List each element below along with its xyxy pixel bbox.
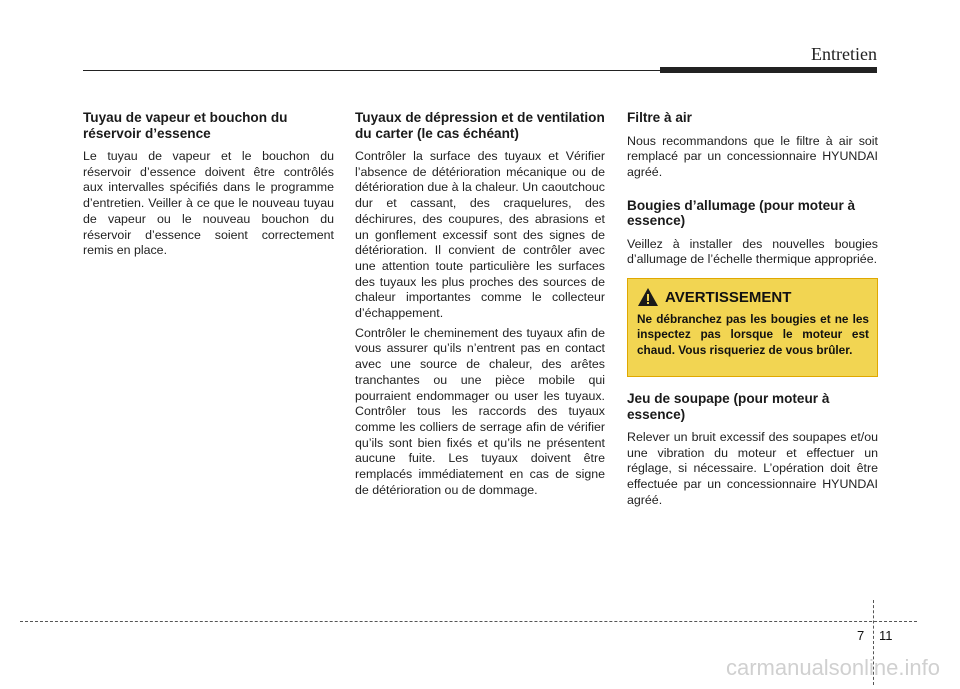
header-rule-accent	[660, 67, 877, 73]
column-3	[627, 110, 878, 513]
section-heading-vapor-hose: Tuyau de vapeur et bouchon du réservoir d’essence	[83, 110, 288, 141]
footer-rule	[20, 621, 917, 622]
warning-triangle-icon	[637, 287, 659, 307]
section-heading-spark-plugs: Bougies d’allumage (pour moteur à essence)	[627, 197, 856, 229]
warning-header	[637, 287, 869, 307]
section-heading-valve-clearance: Jeu de soupape (pour moteur à essence)	[627, 391, 830, 422]
section-paragraph: Le tuyau de vapeur et le bouchon du réservoir d’essence doivent être contrôlés aux intervalles spécifiés dans le programme d’entretien. Veiller à ce que le nouveau tuyau de vapeur ou le nouveau bouchon du réservoir d’essence soient correctement remis en place.	[83, 149, 334, 258]
warning-box	[627, 278, 878, 377]
warning-text: Ne débranchez pas les bougies et ne les inspectez pas lorsque le moteur est chaud. Vous risqueriez de vous brûler.	[637, 312, 869, 357]
section-heading-air-filter: Filtre à air	[627, 110, 692, 125]
section-heading-vacuum-hoses: Tuyaux de dépression et de ventilation du carter (le cas échéant)	[355, 110, 605, 141]
header-title: Entretien	[811, 44, 877, 64]
section-paragraph: Nous recommandons que le filtre à air soit remplacé par un concessionnaire HYUNDAI agréé.	[627, 133, 878, 179]
section-paragraph: Relever un bruit excessif des soupapes et/ou une vibration du moteur et effectuer un réglage, si nécessaire. L’opération doit être effectuée par un concessionnaire HYUNDAI agréé.	[627, 430, 878, 507]
section-paragraph: Veillez à installer des nouvelles bougies d’allumage de l’échelle thermique appropriée.	[627, 236, 878, 267]
page-number: 11	[879, 628, 893, 643]
column-1	[83, 110, 334, 263]
column-2	[355, 110, 605, 502]
section-paragraph: Contrôler la surface des tuyaux et Vérifier l’absence de détérioration mécanique ou de détérioration due à la chaleur. Un caoutchouc dur et cassant, des craquelures, des déchirures, des coupures, des abrasions et un gonflement excessif sont des signes de détérioration. Il convient de contrôler avec une attention toute particulière les surfaces des tuyaux les plus proches des sources de chaleur importantes comme le collecteur d’échappement.	[355, 149, 605, 321]
section-paragraph: Contrôler le cheminement des tuyaux afin de vous assurer qu’ils n’entrent pas en contact avec une source de chaleur, des arêtes tranchantes ou une pièce mobile qui pourraient endommager ou user les tuyaux. Contrôler tous les raccords des tuyaux comme les colliers de serrage afin de vérifier qu’ils sont bien fixés et qu’ils ne présentent aucune fuite. Les tuyaux doivent être remplacés immédiatement en cas de signe de détérioration ou de dommage.	[355, 325, 605, 497]
warning-title: AVERTISSEMENT	[665, 288, 792, 306]
header-rule	[83, 70, 660, 71]
watermark: carmanualsonline.info	[725, 655, 940, 680]
section-number: 7	[857, 628, 865, 643]
